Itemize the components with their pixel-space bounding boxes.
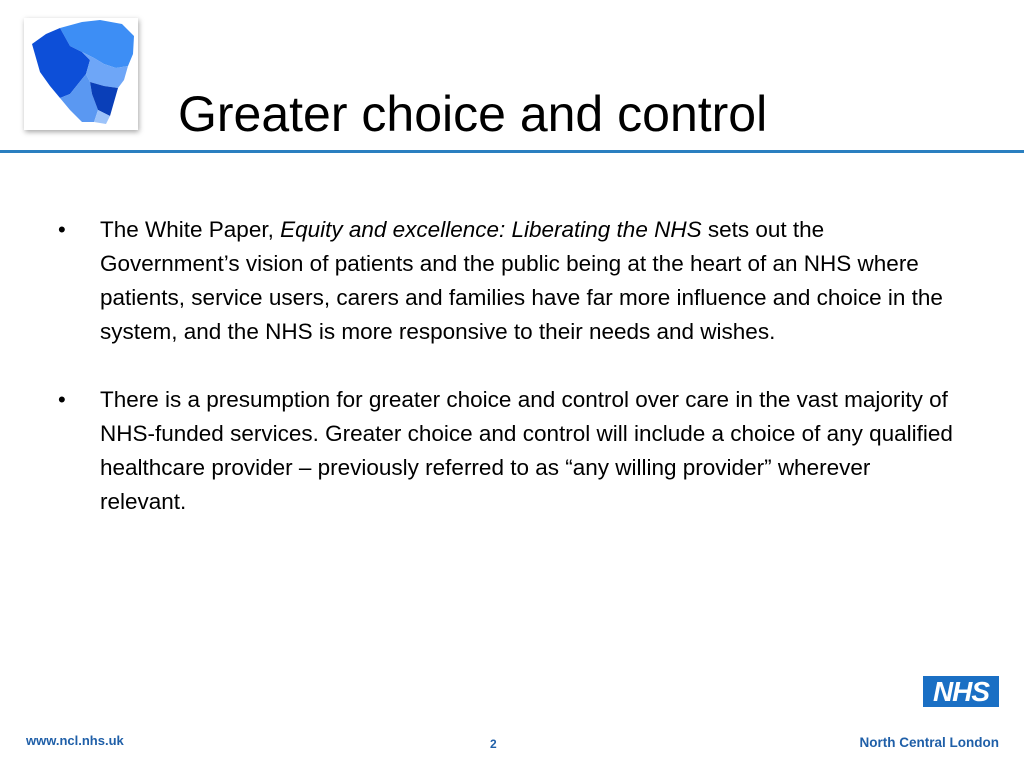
ncl-map-logo	[24, 18, 138, 130]
title-divider	[0, 150, 1024, 153]
organisation-name: North Central London	[859, 735, 999, 750]
bullet-mark: •	[58, 217, 66, 242]
north-central-london-map-icon	[24, 18, 138, 130]
footer-url-link[interactable]: www.ncl.nhs.uk	[26, 733, 124, 748]
bullet-mark: •	[58, 387, 66, 412]
bullet-text: There is a presumption for greater choice and control over care in the vast majority of NHS-funded services. Greater choice and control will include a choice of any qualified healthcare provider – previously referred to as “any willing provider” wherever relevant.	[100, 387, 953, 514]
bullet-text	[100, 213, 958, 349]
bullet-text-prefix: The White Paper,	[100, 217, 281, 242]
slide-title: Greater choice and control	[178, 85, 768, 142]
bullet-item	[58, 383, 958, 519]
page-number: 2	[490, 737, 497, 751]
white-paper-title: Equity and excellence: Liberating the NHS	[280, 217, 702, 242]
bullet-list	[58, 213, 958, 553]
bullet-item	[58, 213, 958, 349]
bullet-text-suffix: sets out the Government’s vision of patients and the public being at the heart of an NHS where patients, service users, carers and families have far more influence and choice in the system, and the NHS is more responsive to their needs and wishes.	[100, 217, 943, 344]
nhs-logo: NHS	[923, 676, 999, 707]
